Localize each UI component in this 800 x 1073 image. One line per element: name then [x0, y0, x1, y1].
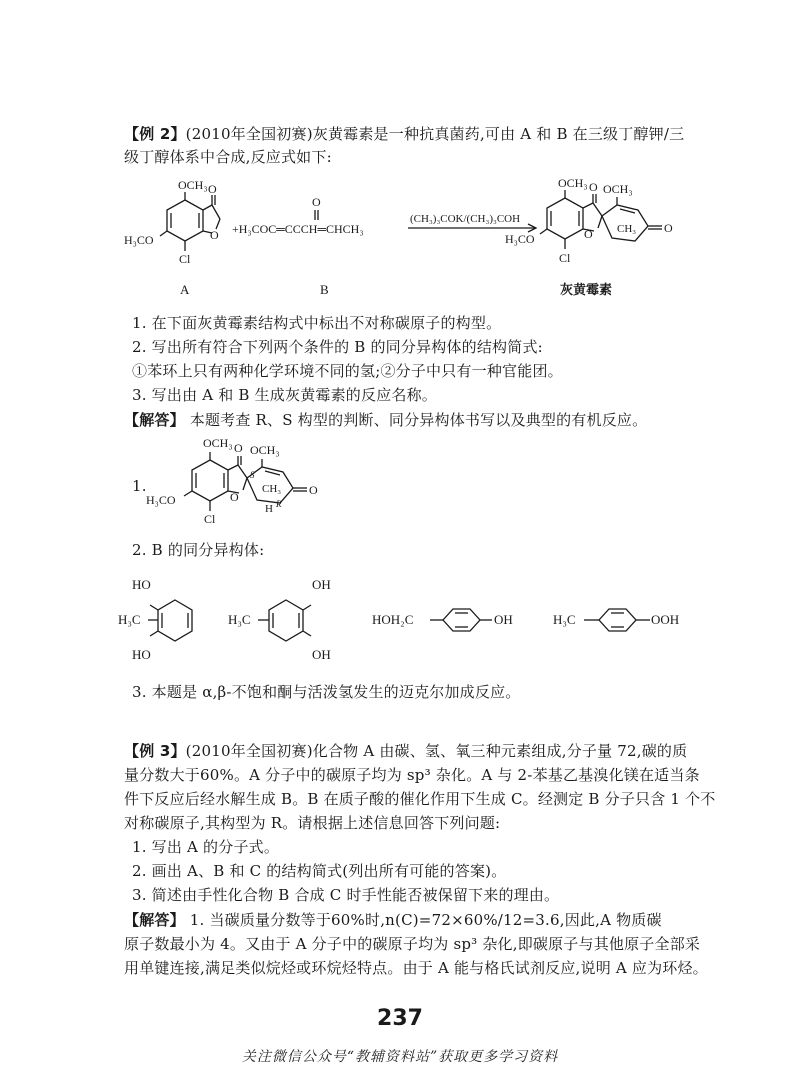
ans1-ome2: OCH₃ [250, 443, 280, 457]
p-carbonyl-o: O [589, 180, 598, 194]
iso1-ch3: H₃C [118, 612, 141, 627]
ans1-cl: Cl [204, 512, 216, 526]
a-benzene-ring [167, 200, 203, 241]
ex3-answer-tag: 【解答】 [124, 911, 185, 929]
iso1-ho-bot: HO [132, 647, 151, 662]
ex3-line-3: 件下反应后经水解生成 B。B 在质子酸的催化作用下生成 C。经测定 B 分子只含 1 个不 [124, 790, 716, 808]
ans1-ketone-o: O [309, 483, 318, 497]
iso2-ch3: H₃C [228, 612, 251, 627]
ex3-answer-3: 用单键连接,满足类似烷烃或环烷烃特点。由于 A 能与格氏试剂反应,说明 A 应为环烃。 [124, 959, 708, 977]
iso3-right: OH [494, 612, 513, 627]
ex3-line-4: 对称碳原子,其构型为 R。请根据上述信息回答下列问题: [124, 814, 501, 832]
ans1-r-label: R [276, 499, 282, 509]
iso2-oh-bot: OH [312, 647, 331, 662]
isomer-structures [0, 565, 800, 670]
p-ring-o: O [584, 227, 593, 241]
isomer-3 [372, 609, 513, 631]
a-ome-label: OCH₃ [178, 178, 208, 192]
iso4-left: H₃C [553, 612, 576, 627]
ex2-answer-tag: 【解答】 [124, 411, 185, 429]
ans2-heading: 2. B 的同分异构体: [132, 541, 265, 559]
p-ome2: OCH₃ [603, 182, 633, 196]
isomer-2 [228, 577, 331, 662]
product-benzene-ring [547, 198, 583, 239]
ex3-q1: 1. 写出 A 的分子式。 [132, 838, 280, 856]
isomer-4 [553, 609, 679, 631]
ex3-line-2: 量分数大于60%。A 分子中的碳原子均为 sp³ 杂化。A 与 2-苯基乙基溴化镁在适当条 [124, 766, 700, 784]
ex3-tag: 【例 3】 [124, 742, 186, 760]
ex2-text-1: (2010年全国初赛)灰黄霉素是一种抗真菌药,可由 A 和 B 在三级丁醇钾/三 [185, 125, 685, 143]
ex3-line-1 [124, 741, 687, 761]
ans1-carbonyl-o: O [234, 441, 243, 455]
reaction-conditions: (CH₃)₃COK/(CH₃)₃COH [410, 213, 521, 225]
ex3-answer-2: 原子数最小为 4。又由于 A 分子中的碳原子均为 sp³ 杂化,即碳原子与其他原子全部采 [124, 935, 701, 953]
ans3-text: 3. 本题是 α,β-不饱和酮与活泼氢发生的迈克尔加成反应。 [132, 683, 521, 701]
a-carbonyl-o: O [208, 182, 217, 196]
ex2-answer-intro: 本题考查 R、S 构型的判断、同分异构体书写以及典型的有机反应。 [184, 411, 648, 429]
ex2-tag: 【例 2】 [124, 125, 186, 143]
iso4-right: OOH [651, 612, 680, 627]
label-b: B [320, 282, 329, 297]
ans1-h: H [265, 503, 273, 515]
ex3-answer-text-1: 1. 当碳质量分数等于60%时,n(C)=72×60%/12=3.6,因此,A 物质碳 [184, 911, 662, 929]
ans1-meo: H₃CO [146, 493, 176, 507]
iso3-left: HOH₂C [372, 612, 414, 627]
ex2-line-2: 级丁醇体系中合成,反应式如下: [124, 148, 332, 166]
ans1-ch3: CH₃ [262, 483, 282, 495]
iso2-oh-top: OH [312, 577, 331, 592]
label-product: 灰黄霉素 [560, 282, 613, 297]
footer-note: 关注微信公众号“教辅资料站”获取更多学习资料 [241, 1049, 559, 1065]
ex2-q1: 1. 在下面灰黄霉素结构式中标出不对称碳原子的构型。 [132, 314, 502, 332]
ans1-ome1: OCH₃ [203, 436, 233, 450]
ans1-ring-o: O [230, 490, 239, 504]
answer1-structure [0, 430, 800, 535]
ex2-q2-conditions: ①苯环上只有两种化学环境不同的氢;②分子中只有一种官能团。 [132, 362, 563, 380]
ex3-q3: 3. 简述由手性化合物 B 合成 C 时手性能否被保留下来的理由。 [132, 886, 560, 904]
ans1-number: 1. [132, 477, 147, 495]
b-formula: +H₃COC═CCCH═CHCH₃ [232, 222, 364, 236]
reaction-scheme [0, 0, 800, 310]
a-cl-label: Cl [179, 252, 191, 266]
p-meo: H₃CO [505, 232, 535, 246]
ex3-answer-1 [124, 910, 662, 930]
ans1-s-label: S [250, 470, 255, 480]
a-meo-label: H₃CO [124, 233, 154, 247]
ex2-q2: 2. 写出所有符合下列两个条件的 B 的同分异构体的结构简式: [132, 338, 543, 356]
label-a: A [180, 282, 190, 297]
a-ring-o: O [210, 228, 219, 242]
page-number: 237 [377, 1006, 423, 1031]
p-ome1: OCH₃ [558, 176, 588, 190]
b-carbonyl-o: O [312, 195, 321, 209]
isomer-1 [118, 577, 192, 662]
ex3-q2: 2. 画出 A、B 和 C 的结构简式(列出所有可能的答案)。 [132, 862, 507, 880]
ex2-answer [124, 410, 647, 430]
p-ch3: CH₃ [617, 223, 637, 235]
ex2-q3: 3. 写出由 A 和 B 生成灰黄霉素的反应名称。 [132, 386, 438, 404]
p-cl: Cl [559, 251, 571, 265]
iso1-ho-top: HO [132, 577, 151, 592]
ex3-text-1: (2010年全国初赛)化合物 A 由碳、氢、氧三种元素组成,分子量 72,碳的质 [185, 742, 688, 760]
p-ketone-o: O [664, 221, 673, 235]
